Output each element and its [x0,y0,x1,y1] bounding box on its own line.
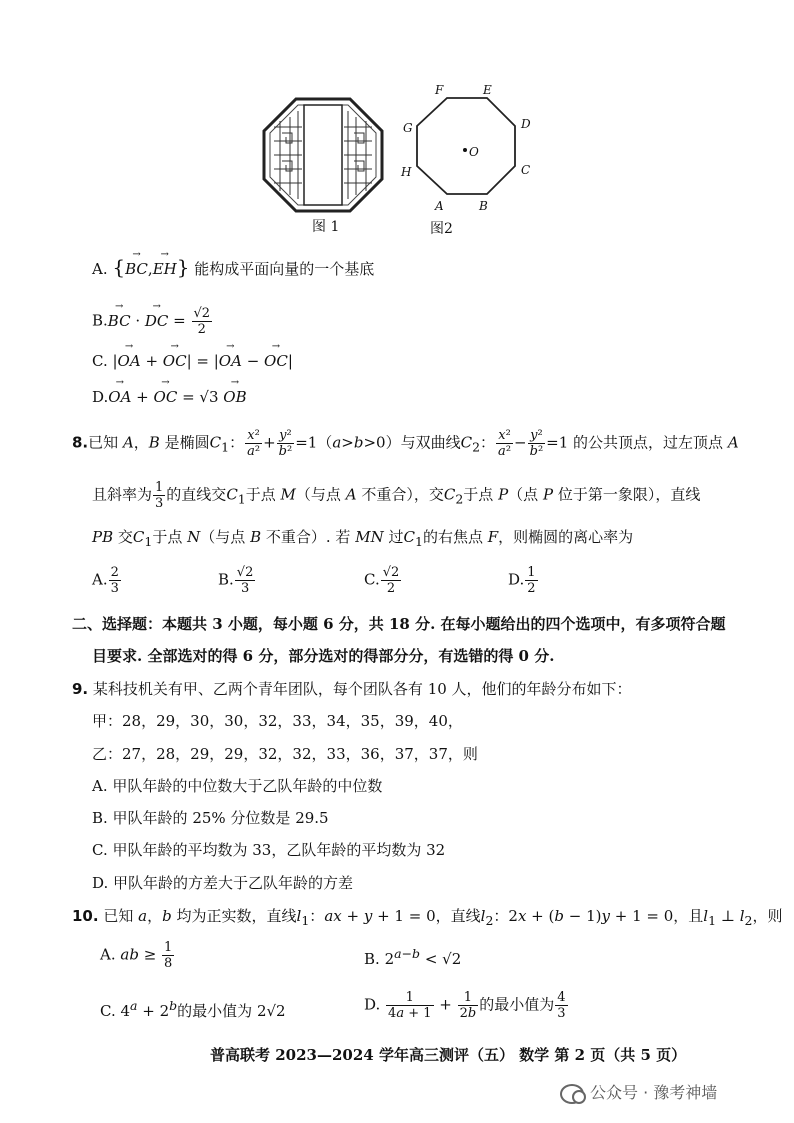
q10-option-d: D. $\frac{1}{4a + 1}$ + $\frac{1}{2b}$ 的最小值为 $\frac{4}{3}$ [364,990,566,1021]
figure-1-octagon-window [262,97,384,213]
q8-line-2: 且斜率为 $\frac{1}{3}$ 的直线交$C_1$于点 M（与点 A 不重合），交$C_2$于点 P（点 P 位于第一象限），直线 [92,480,701,511]
vertex-label-g: G [403,121,413,135]
q8-line-1: 8.已知 A，B 是椭圆$C_1$： $\frac{\text{x²}}{\text{a²}}$ + $\frac{\text{y²}}{\text{b²}}$ =1（a>b>0）与双曲线$C_2$： $\frac{\text{x²}}{\text{a²}}$ − $\frac{\text{y²}}{\text{b²}}$ =1 的公共顶点，过左顶点 A [72,428,739,459]
q10-option-c: C. $4^a + 2^b$的最小值为 2√2 [100,998,286,1020]
figure-1-caption: 图 1 [312,219,340,235]
q9-option-c: C. 甲队年龄的平均数为 33，乙队年龄的平均数为 32 [92,841,446,859]
q8-option-c: C. $\frac{√2}{2}$ [364,565,400,596]
q9-option-a: A. 甲队年龄的中位数大于乙队年龄的中位数 [92,777,383,795]
q7-option-c: C. |→ OA + → OC| = |→ OA − → OC| [92,352,293,370]
vertex-label-a: A [435,199,444,213]
vertex-label-h: H [401,165,412,179]
q9-stem: 9. 某科技机关有甲、乙两个青年团队，每个团队各有 10 人，他们的年龄分布如下： [72,680,632,698]
q8-option-d: D. $\frac{1}{2}$ [508,565,536,596]
q9-jia-data: 甲：28，29，30，30，32，33，34，35，39，40， [92,712,463,730]
q9-option-d: D. 甲队年龄的方差大于乙队年龄的方差 [92,874,354,892]
q8-line-3: PB 交$C_1$于点 N（与点 B 不重合）. 若 MN 过$C_1$的右焦点 F，则椭圆的离心率为 [92,528,634,549]
figure-2-caption: 图2 [430,221,453,237]
figure-2-octagon [395,80,540,220]
q7-option-d: D.→ OA + → OC = √3 → OB [92,388,247,406]
vertex-label-b: B [479,199,488,213]
center-label-o: O [469,145,479,159]
watermark [560,1080,717,1104]
vertex-label-d: D [521,117,531,131]
wechat-logo-icon [560,1084,584,1104]
q10-option-a: A. ab ≥ $\frac{1}{8}$ [100,940,173,971]
q10-stem: 10. 已知 a，b 均为正实数，直线$l_1$：ax + y + 1 = 0，直线$l_2$：2x + (b − 1)y + 1 = 0，且$l_1$ ⊥ $l_2$，则 [72,907,783,928]
vertex-label-e: E [483,83,492,97]
section-2-heading-cont: 目要求. 全部选对的得 6 分，部分选对的得部分分，有选错的得 0 分. [92,647,555,665]
q7-option-b: B.→ BC · → DC = $\frac{√2}{2}$ [92,306,213,337]
q9-yi-data: 乙：27，28，29，29，32，32，33，36，37，37，则 [92,745,478,763]
q7-option-a: A. {→ BC,→ EH} 能构成平面向量的一个基底 [92,255,374,279]
vertex-label-f: F [435,83,444,97]
q8-option-a: A. $\frac{2}{3}$ [92,565,119,596]
q9-option-b: B. 甲队年龄的 25% 分位数是 29.5 [92,809,329,827]
vertex-label-c: C [521,163,531,177]
page-footer: 普高联考 2023—2024 学年高三测评（五） 数学 第 2 页（共 5 页） [210,1046,687,1064]
q10-option-b: B. $2^{a-b} < √2$ [364,946,462,968]
q8-option-b: B. $\frac{√2}{3}$ [218,565,254,596]
watermark-text: 公众号 · 豫考神墙 [590,1083,718,1102]
section-2-heading: 二、选择题：本题共 3 小题，每小题 6 分，共 18 分. 在每小题给出的四个选项中，有多项符合题 [72,615,726,633]
